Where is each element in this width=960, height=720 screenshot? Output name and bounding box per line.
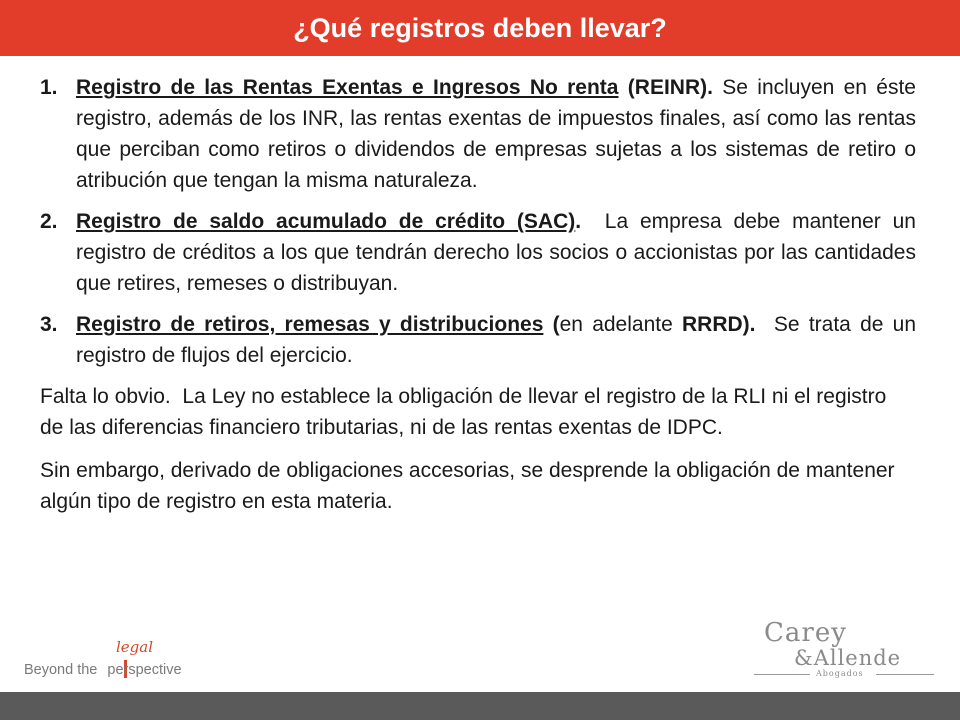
logo-rule-left <box>754 674 810 675</box>
list-item <box>40 206 922 299</box>
item-number: 2. <box>40 210 58 233</box>
item-text: Se incluyen en éste registro, además de los INR, las rentas exentas de impuestos finales, así como las rentas que perciban como retiros o dividendos de empresas sujetas a los sistemas de retiro o atribución que tengan la misma naturaleza. <box>76 76 916 192</box>
item-acronym: (REINR). <box>627 76 713 99</box>
item-text-pre: en adelante <box>559 313 682 336</box>
list-item <box>40 72 916 196</box>
item-heading: Registro de retiros, remesas y distribuciones <box>76 313 544 336</box>
item-number: 3. <box>40 313 58 336</box>
item-acronym: RRRD). <box>682 313 756 336</box>
item-punct: . <box>575 210 582 233</box>
item-heading: Registro de las Rentas Exentas e Ingresos No renta <box>76 76 619 99</box>
item-heading: Registro de saldo acumulado de crédito (SAC) <box>76 210 576 233</box>
paragraph-falta-lo-obvio: Falta lo obvio. La Ley no establece la obligación de llevar el registro de la RLI ni el registro de las diferencias financiero tributarias, ni de las rentas exentas de IDPC. <box>40 385 893 439</box>
item-text: La empresa debe mantener un registro de créditos a los que tendrán derecho los socios o accionistas por las cantidades que retires, remeses o distribuyan. <box>76 210 922 295</box>
beyond-the-legal-perspective-logo <box>24 638 204 692</box>
list-item <box>40 309 922 371</box>
bottom-band <box>0 692 960 720</box>
item-paren: ( <box>552 313 560 336</box>
logo-abogados: Abogados <box>816 669 864 678</box>
logo-rule-right <box>876 674 934 675</box>
logo-allende: &Allende <box>794 646 902 670</box>
page-title: ¿Qué registros deben llevar? <box>293 12 667 43</box>
slide-content <box>40 72 922 517</box>
logo-carey: Carey <box>764 618 847 648</box>
paragraph-sin-embargo: Sin embargo, derivado de obligaciones accesorias, se desprende la obligación de mantener algún tipo de registro en esta materia. <box>40 459 895 513</box>
item-text: Se trata de un registro de flujos del ejercicio. <box>76 313 922 367</box>
title-bar <box>0 0 960 56</box>
carey-allende-logo <box>754 618 940 684</box>
beyond-text: Beyond the perspective <box>24 662 182 678</box>
registro-list <box>40 72 922 371</box>
item-number: 1. <box>40 76 58 99</box>
legal-word: legal <box>116 638 154 656</box>
